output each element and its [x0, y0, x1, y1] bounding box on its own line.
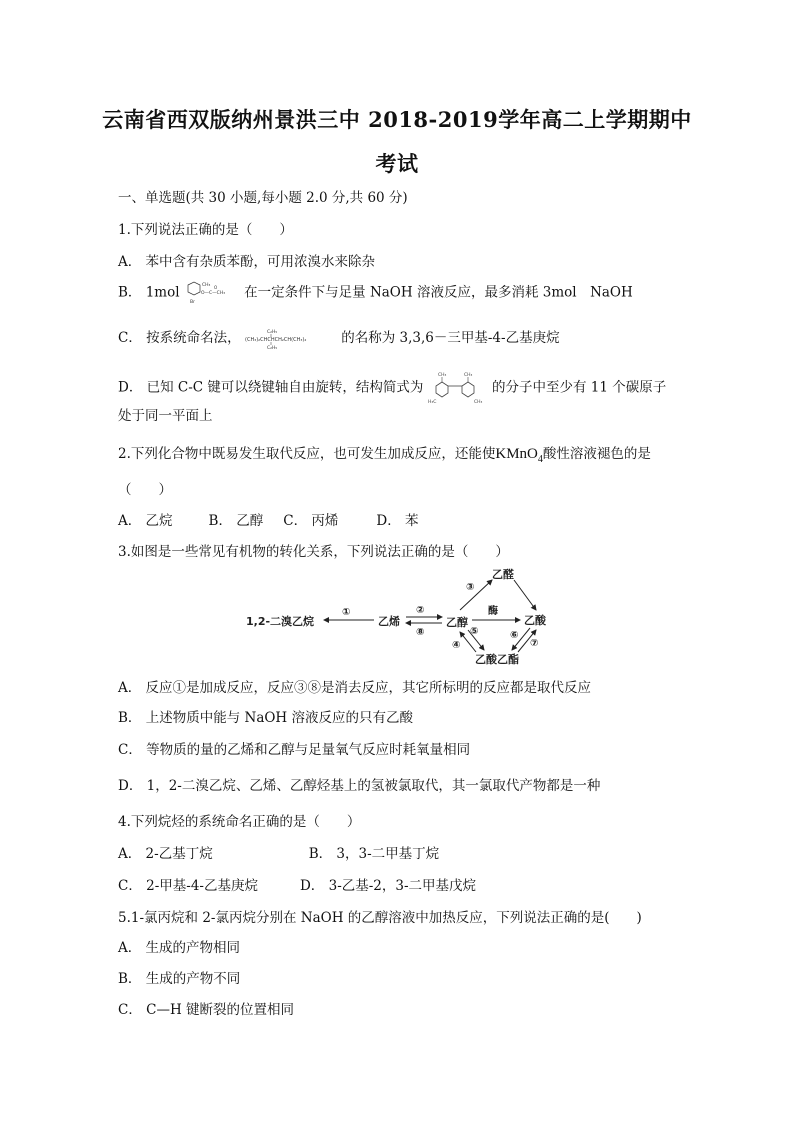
question-stem: 1.下列说法正确的是（ ）	[118, 222, 293, 238]
node-acetic-acid: 乙酸	[524, 614, 546, 627]
reaction-label-5: ⑤	[470, 626, 479, 637]
options-row-2	[118, 874, 476, 894]
question-stem: 3.如图是一些常见有机物的转化关系，下列说法正确的是（ ）	[118, 544, 509, 560]
reaction-label-1: ①	[342, 607, 351, 618]
structure-alkane-image	[245, 327, 337, 351]
option-a: A． 2-乙基丁烷	[118, 846, 213, 862]
option-text: 的名称为 3,3,6－三甲基-4-乙基庚烷	[341, 330, 560, 346]
option-d: D． 1，2-二溴乙烷、乙烯、乙醇烃基上的氢被氯取代，其一氯取代产物都是一种	[118, 778, 601, 794]
conversion-diagram	[240, 562, 560, 670]
node-ethene: 乙烯	[378, 615, 400, 628]
option-text: D． 已知 C-C 键可以绕键轴自由旋转，结构简式为	[118, 379, 424, 396]
structure-label: CH₃	[201, 283, 211, 288]
option-text: C． 按系统命名法，	[118, 330, 241, 346]
structure-ester-image	[184, 280, 240, 306]
reaction-label-2: ②	[416, 605, 425, 616]
option-a: A． 苯中含有杂质苯酚，可用浓溴水来除杂	[118, 254, 376, 270]
option-d	[118, 370, 666, 406]
structure-label: O—C—CH₃	[200, 291, 225, 296]
structure-label: C₂H₅	[266, 329, 278, 335]
title-line-1: 云南省西双版纳州景洪三中 2018-2019学年高二上学期期中	[102, 107, 692, 132]
stem-text: 酸性溶液褪色的是	[542, 446, 651, 462]
structure-label: CH₃	[473, 400, 483, 405]
title-line-2: 考试	[375, 151, 419, 176]
structure-label: CH₃	[463, 373, 473, 378]
option-b	[118, 280, 633, 306]
options-row-1	[118, 842, 439, 862]
option-c: C． 2-甲基-4-乙基庚烷	[118, 878, 258, 894]
structure-label: C₂H₅	[266, 345, 278, 351]
option-a: A． 乙烷	[118, 513, 173, 529]
option-c: C． C—H 键断裂的位置相同	[118, 1002, 295, 1018]
option-d-continued: 处于同一平面上	[118, 408, 213, 424]
reaction-label-4: ④	[452, 640, 461, 651]
option-a: A． 反应①是加成反应，反应③⑧是消去反应，其它所标明的反应都是取代反应	[118, 680, 592, 696]
question-stem	[118, 442, 651, 465]
structure-label: (CH₃)₂CHCHCH₂CH(CH₃)₂	[244, 336, 307, 343]
node-ethyl-acetate: 乙酸乙酯	[475, 653, 519, 666]
formula-subscript: 4	[537, 454, 543, 465]
structure-label: H₃C	[427, 400, 437, 405]
option-a: A． 生成的产物相同	[118, 940, 241, 956]
reaction-label-6: ⑥	[510, 630, 519, 641]
question-stem: 5.1-氯丙烷和 2-氯丙烷分别在 NaOH 的乙醇溶液中加热反应，下列说法正确的是( )	[118, 910, 642, 926]
option-b: B． 3，3-二甲基丁烷	[308, 846, 440, 862]
option-b: B． 生成的产物不同	[118, 971, 241, 987]
structure-label: CH₃	[437, 373, 447, 378]
option-text: B． 1mol	[118, 284, 180, 301]
option-b: B． 乙醇	[208, 513, 264, 529]
stem-text: 2.下列化合物中既易发生取代反应，也可发生加成反应，还能使	[118, 446, 496, 462]
arrow-oxidation	[514, 580, 536, 610]
option-c	[118, 326, 560, 351]
question-stem-continued: （ ）	[118, 482, 172, 498]
option-c: C． 等物质的量的乙烯和乙醇与足量氧气反应时耗氧量相同	[118, 742, 471, 758]
option-d: D． 苯	[376, 513, 419, 529]
option-c: C． 丙烯	[283, 513, 339, 529]
structure-biphenyl-image	[428, 370, 488, 406]
node-ethanol: 乙醇	[446, 616, 468, 629]
reaction-label-3: ③	[466, 582, 475, 593]
reaction-label-7: ⑦	[530, 638, 539, 649]
option-text: 的分子中至少有 11 个碳原子	[492, 379, 667, 396]
question-stem: 4.下列烷烃的系统命名正确的是（ ）	[118, 814, 361, 830]
section-heading: 一、单选题(共 30 小题,每小题 2.0 分,共 60 分)	[118, 190, 408, 206]
options-row	[118, 509, 419, 529]
reaction-label-8: ⑧	[416, 627, 425, 638]
formula-kmno4	[495, 446, 543, 465]
formula-text: KMnO	[495, 446, 538, 462]
structure-label: Br	[189, 300, 195, 305]
node-dibromoethane: 1,2-二溴乙烷	[246, 615, 315, 628]
structure-label: O	[213, 285, 218, 290]
option-text: 在一定条件下与足量 NaOH 溶液反应，最多消耗 3mol NaOH	[244, 284, 633, 301]
node-acetaldehyde: 乙醛	[492, 568, 514, 581]
option-b: B． 上述物质中能与 NaOH 溶液反应的只有乙酸	[118, 710, 413, 726]
enzyme-label: 酶	[488, 606, 498, 617]
option-d: D． 3-乙基-2，3-二甲基戊烷	[299, 878, 477, 894]
